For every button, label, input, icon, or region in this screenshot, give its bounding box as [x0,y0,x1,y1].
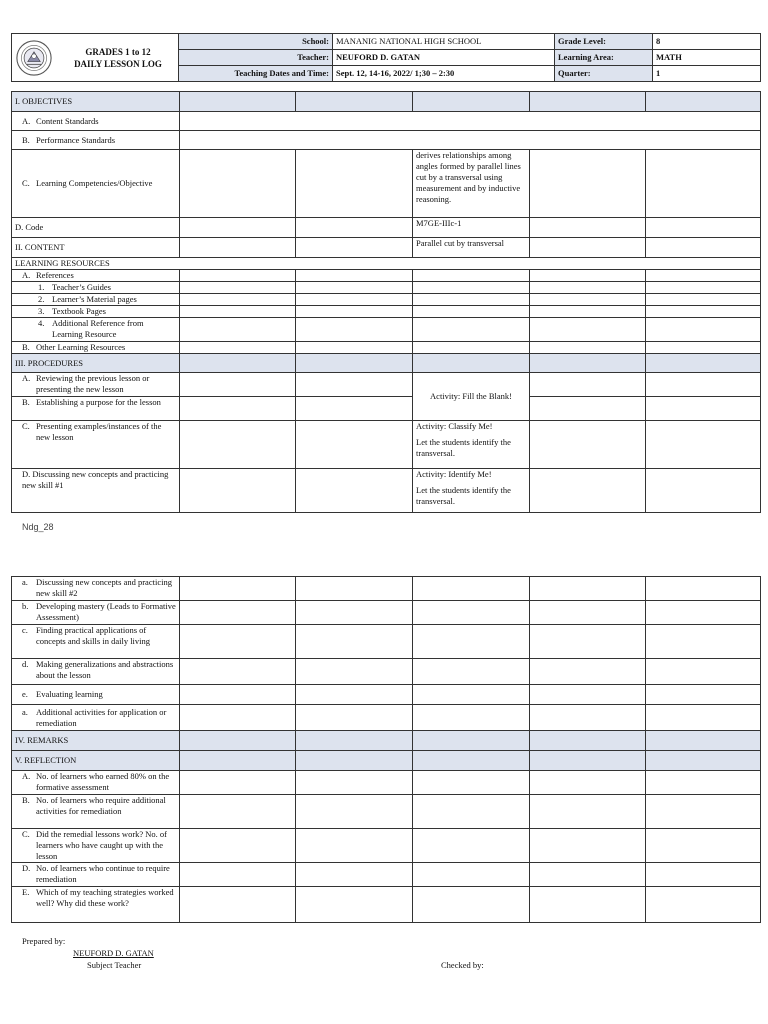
discussing-concepts-1-label: D. Discussing new concepts and practicing new skill #1 [12,469,180,513]
teacher-value: NEUFORD D. GATAN [333,50,555,66]
evaluating-learning-label: Evaluating learning [36,689,103,699]
developing-mastery-row: b. Developing mastery (Leads to Formative Assessment) [12,601,761,625]
remarks-row [12,731,761,751]
header-table [11,33,761,82]
dates-value: Sept. 12, 14-16, 2022/ 1;30 – 2:30 [333,66,555,82]
learners-material-label: Learner’s Material pages [52,294,137,304]
code-label: D. Code [12,218,180,238]
objectives-row [12,92,761,112]
remarks-heading: IV. REMARKS [12,731,180,751]
practical-applications-label: Finding practical applications of concepts and skills in daily living [36,625,151,646]
code-row [12,218,761,238]
checked-by-label: Checked by: [441,960,484,970]
content-heading: II. CONTENT [12,238,180,258]
additional-reference-label: Additional Reference from Learning Resource [52,318,144,339]
discussing-concepts-1-row [12,469,761,513]
grade-level-label: Grade Level: [555,34,653,50]
title-line-1: GRADES 1 to 12 [85,46,151,57]
classify-me-activity[interactable] [413,421,530,469]
textbook-pages-row: 3. Textbook Pages [12,306,761,318]
classify-me-instruction: Let the students identify the transversal. [416,437,511,458]
procedures-row [12,354,761,373]
learning-area-value: MATH [653,50,761,66]
content-row [12,238,761,258]
presenting-examples-label: Presenting examples/instances of the new lesson [36,421,162,442]
evaluating-learning-row: e. Evaluating learning [12,685,761,705]
grade-level-value: 8 [653,34,761,50]
content-standards-label: Content Standards [36,115,99,126]
additional-reference-row: 4. Additional Reference from Learning Resource [12,318,761,342]
reflection-a-label: No. of learners who earned 80% on the formative assessment [36,771,170,792]
fill-the-blank-activity[interactable]: Activity: Fill the Blank! [413,373,530,421]
learning-competencies-label: Learning Competencies/Objective [36,178,153,188]
lesson-grid-part-1 [11,91,761,513]
developing-mastery-label: Developing mastery (Leads to Formative Assessment) [36,601,176,622]
learning-competencies-row: C. Learning Competencies/Objective derives relationships among angles formed by parallel lines cut by a transversal using measurement and by inductive reasoning. [12,150,761,218]
reflection-heading: V. REFLECTION [12,751,180,771]
reflection-c-row: C. Did the remedial lessons work? No. of learners who have caught up with the lesson [12,829,761,863]
reflection-e-row: E. Which of my teaching strategies worked well? Why did these work? [12,887,761,923]
dates-label: Teaching Dates and Time: [179,66,333,82]
content-value[interactable]: Parallel cut by transversal [413,238,530,258]
reviewing-lesson-row: A. Reviewing the previous lesson or presenting the new lesson Activity: Fill the Blank! [12,373,761,397]
content-standards-value[interactable] [180,112,761,131]
lesson-grid-part-2 [11,576,761,923]
other-resources-row: B. Other Learning Resources [12,342,761,354]
logo-cell [12,34,179,82]
classify-me-title: Activity: Classify Me! [416,421,493,431]
other-resources-label: Other Learning Resources [36,342,126,352]
teacher-label: Teacher: [179,50,333,66]
learners-material-row: 2. Learner’s Material pages [12,294,761,306]
performance-standards-value[interactable] [180,131,761,150]
page-code: Ndg_28 [22,522,54,532]
additional-activities-row: a. Additional activities for application or remediation [12,705,761,731]
additional-activities-label: Additional activities for application or remediation [36,706,167,728]
deped-seal-icon [16,40,52,76]
practical-applications-row: c. Finding practical applications of concepts and skills in daily living [12,625,761,659]
title-line-2: DAILY LESSON LOG [74,58,162,69]
reflection-c-label: Did the remedial lessons work? No. of learners who have caught up with the lesson [36,829,168,861]
reflection-b-label: No. of learners who require additional activities for remediation [36,795,166,816]
learning-competencies-value[interactable]: derives relationships among angles formed by parallel lines cut by a transversal using measurement and by inductive reasoning. [413,150,530,218]
school-value: MANANIG NATIONAL HIGH SCHOOL [333,34,555,50]
dll-title [58,46,178,70]
presenting-examples-row: C. Presenting examples/instances of the new lesson Activity: Classify Me! Let the students identify the transversal. [12,421,761,469]
prepared-by-role: Subject Teacher [87,960,142,970]
establishing-purpose-label: Establishing a purpose for the lesson [36,397,161,407]
discussing-concepts-2-label: Discussing new concepts and practicing new skill #2 [36,577,172,598]
textbook-pages-label: Textbook Pages [52,306,106,316]
generalizations-row: d. Making generalizations and abstractions about the lesson [12,659,761,685]
quarter-label: Quarter: [555,66,653,82]
reflection-a-row: A. No. of learners who earned 80% on the formative assessment [12,771,761,795]
performance-standards-row: B. Performance Standards [12,131,761,150]
learning-resources-heading: LEARNING RESOURCES [12,258,761,270]
identify-me-instruction: Let the students identify the transversal. [416,485,511,506]
reflection-e-label: Which of my teaching strategies worked well? Why did these work? [36,887,174,908]
references-row: A. References [12,270,761,282]
reflection-d-row: D. No. of learners who continue to require remediation [12,863,761,887]
performance-standards-label: Performance Standards [36,134,116,145]
establishing-purpose-row: B. Establishing a purpose for the lesson [12,397,761,421]
identify-me-activity[interactable] [413,469,530,513]
reflection-d-label: No. of learners who continue to require remediation [36,863,170,884]
procedures-heading: III. PROCEDURES [12,354,180,373]
prepared-by-name: NEUFORD D. GATAN [73,948,154,958]
teachers-guides-label: Teacher’s Guides [52,282,111,292]
reviewing-lesson-label: Reviewing the previous lesson or presenting the new lesson [36,373,150,394]
reflection-row [12,751,761,771]
code-value[interactable]: M7GE-IIIc-1 [413,218,530,238]
identify-me-title: Activity: Identify Me! [416,469,492,479]
school-label: School: [179,34,333,50]
teachers-guides-row: 1. Teacher’s Guides [12,282,761,294]
learning-area-label: Learning Area: [555,50,653,66]
objectives-heading: I. OBJECTIVES [12,92,180,112]
quarter-value: 1 [653,66,761,82]
reflection-b-row: B. No. of learners who require additional activities for remediation [12,795,761,829]
discussing-concepts-2-row: a. Discussing new concepts and practicing new skill #2 [12,577,761,601]
learning-resources-row [12,258,761,270]
prepared-by-label: Prepared by: [22,936,66,946]
references-label: References [36,270,74,280]
generalizations-label: Making generalizations and abstractions about the lesson [36,659,174,680]
content-standards-row: A. Content Standards [12,112,761,131]
